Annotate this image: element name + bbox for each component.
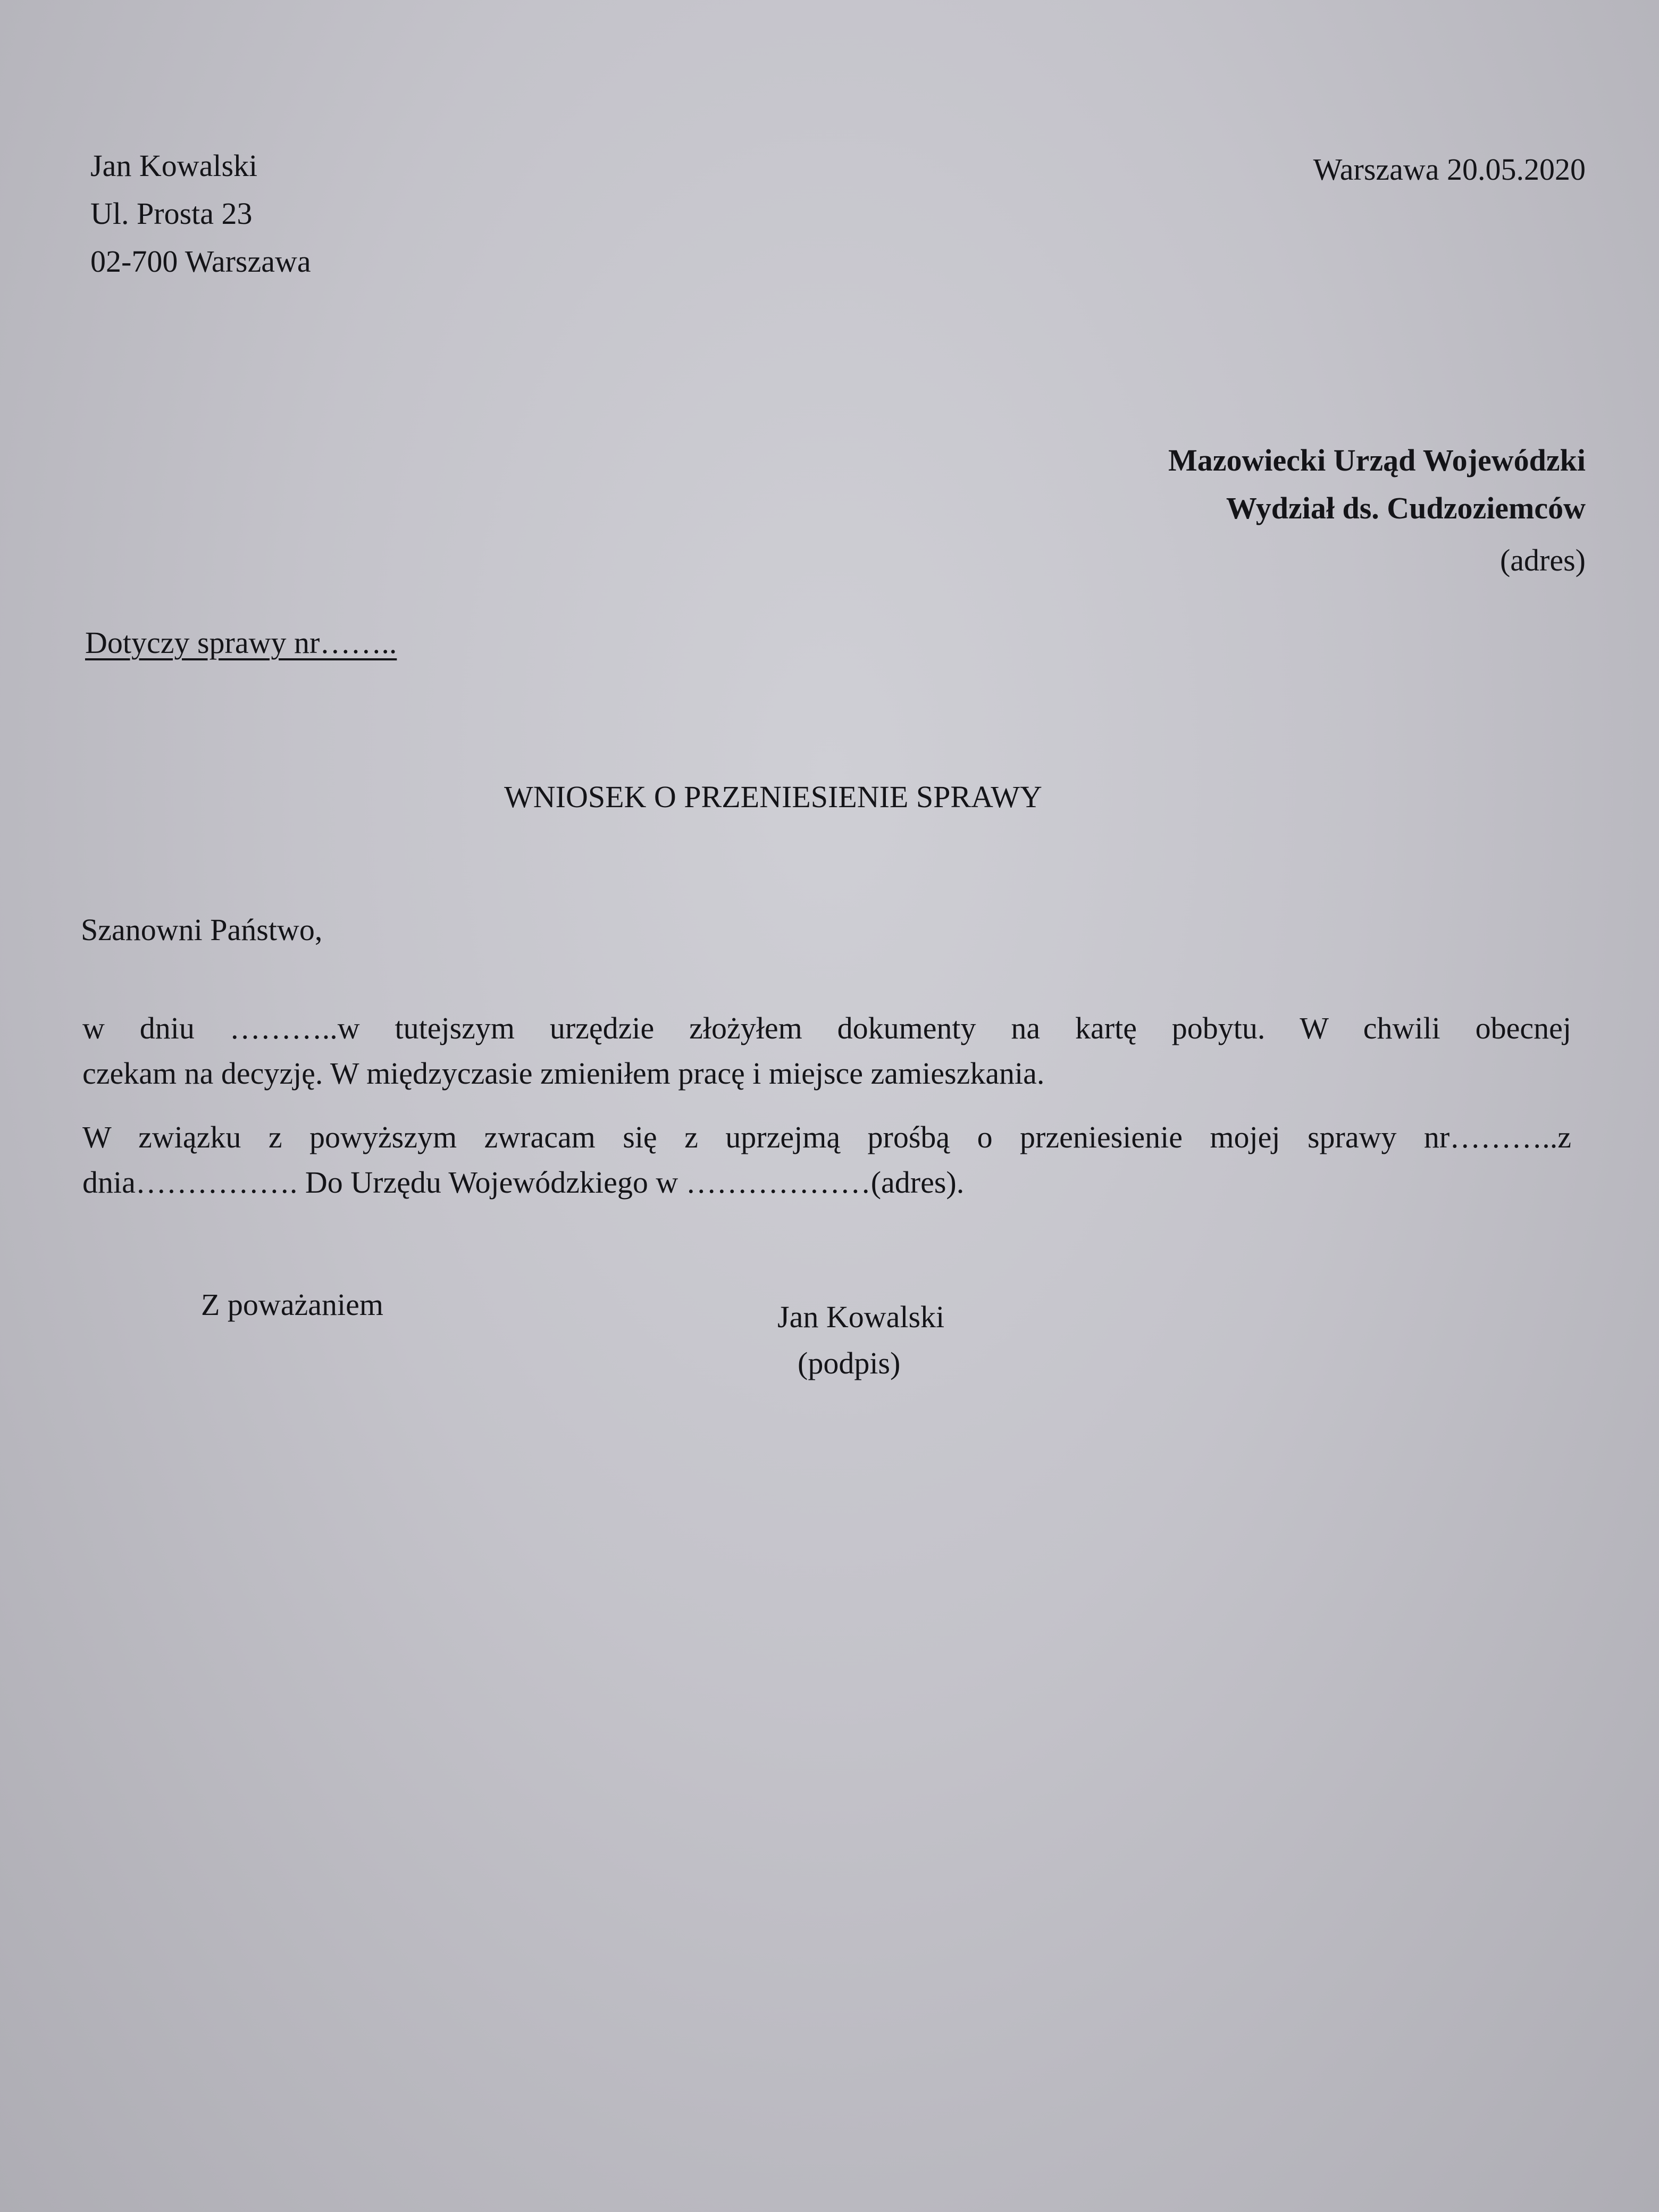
body-line-1: w dniu ………..w tutejszym urzędzie złożyłem dokumenty na kartę pobytu. W chwili obecnej	[82, 1011, 1571, 1045]
body-line-3: W związku z powyższym zwracam się z uprzejmą prośbą o przeniesienie mojej sprawy nr………..z	[82, 1120, 1571, 1154]
sender-name: Jan Kowalski	[90, 148, 258, 183]
salutation: Szanowni Państwo,	[81, 912, 323, 947]
body-line-4: dnia……………. Do Urzędu Wojewódzkiego w ………………(adres).	[82, 1165, 965, 1200]
closing: Z poważaniem	[201, 1287, 384, 1322]
place-date: Warszawa 20.05.2020	[1313, 152, 1586, 187]
sender-city: 02-700 Warszawa	[90, 244, 311, 279]
recipient-department: Wydział ds. Cudzoziemców	[1226, 491, 1586, 525]
letter-title: WNIOSEK O PRZENIESIENIE SPRAWY	[504, 780, 1042, 814]
sender-street: Ul. Prosta 23	[90, 196, 253, 231]
signature-note: (podpis)	[798, 1346, 901, 1380]
recipient-office: Mazowiecki Urząd Wojewódzki	[1168, 443, 1586, 477]
body-line-2: czekam na decyzję. W międzyczasie zmieniłem pracę i miejsce zamieszkania.	[82, 1056, 1045, 1091]
signature-name: Jan Kowalski	[777, 1300, 945, 1334]
recipient-address: (adres)	[1499, 543, 1586, 577]
case-reference: Dotyczy sprawy nr……..	[85, 625, 397, 660]
